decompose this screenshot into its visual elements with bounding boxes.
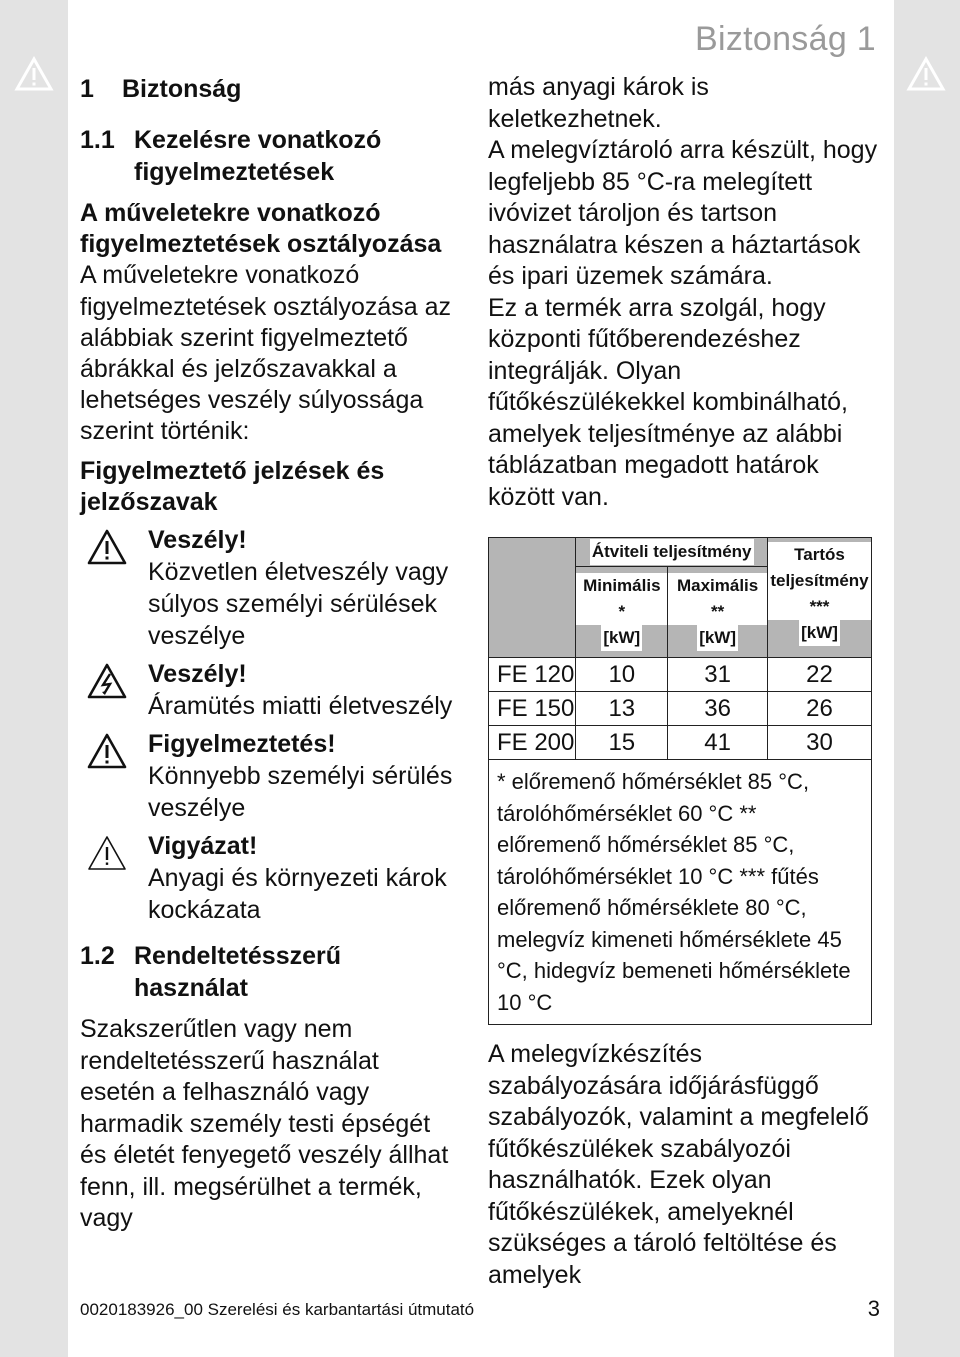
section-heading — [80, 72, 460, 106]
page-footer — [80, 1296, 880, 1321]
table-header-min: Minimális * [kW] — [576, 567, 668, 658]
usage-text: Szakszerűtlen vagy nem rendeltetésszerű használat esetén a felhasználó vagy harmadik személy testi épségét és életét fenyegető veszély állhat fenn, ill. megsérülhet a termék, vagy — [80, 1015, 449, 1233]
warning-title: Veszély! — [148, 526, 247, 555]
table-header-max: Maximális ** [kW] — [668, 567, 768, 658]
left-margin-band — [0, 0, 68, 1357]
page-number: 3 — [867, 1296, 880, 1321]
subsection-number: 1.1 — [80, 126, 115, 154]
paragraph: A melegvízkészítés szabályozására időjárásfüggő szabályozók, valamint a megfelelő fűtőkészülékek szabályozói használhatók. Ezek olyan fűtőkészülékek, amelyeknél szükséges a tároló feltöltése és amelyek — [488, 1040, 869, 1289]
table-group-header: Átviteli teljesítmény — [576, 538, 768, 567]
paragraph: más anyagi károk is keletkezhetnek. — [488, 73, 709, 133]
right-margin-band — [894, 0, 960, 1357]
warning-text: Áramütés miatti életveszély — [148, 692, 453, 721]
subsection-title: Rendeltetésszerű használat — [134, 942, 342, 1003]
caution-triangle-icon — [86, 834, 128, 872]
document-reference: 0020183926_00 Szerelési és karbantartási útmutató — [80, 1300, 475, 1319]
classification-text: A műveletekre vonatkozó figyelmeztetések osztályozása az alábbiak szerint figyelmeztető ábrákkal és jelzőszavakkal a lehetséges veszély súlyossága szerint történik: — [80, 261, 452, 446]
warning-notice — [80, 830, 460, 926]
warning-text: Anyagi és környezeti károk kockázata — [148, 864, 447, 925]
warning-caution — [80, 728, 460, 824]
table-row: FE 200 15 41 30 — [489, 726, 872, 760]
subsection-heading-1 — [80, 124, 460, 188]
paragraph: Ez a termék arra szolgál, hogy központi fűtőberendezéshez integrálják. Olyan fűtőkészülékekkel kombinálható, amelyek teljesítménye az alábbi táblázatban megadott határok között van. — [488, 293, 848, 511]
subsection-heading-2 — [80, 940, 460, 1004]
table-footnote: * előremenő hőmérséklet 85 °C, tárolóhőmérséklet 60 °C ** előremenő hőmérséklet 85 °C, tárolóhőmérséklet 10 °C *** fűtés előremenő hőmérséklete 80 °C, melegvíz kimeneti hőmérséklete 45 °C, hidegvíz bemeneti hőmérséklete 10 °C — [489, 760, 872, 1025]
warning-text: Könnyebb személyi sérülés veszélye — [148, 762, 453, 823]
warning-danger — [80, 524, 460, 652]
warning-triangle-icon — [86, 528, 128, 566]
warning-electric — [80, 658, 460, 722]
table-row: FE 120 10 31 22 — [489, 658, 872, 692]
classification-heading: A műveletekre vonatkozó figyelmeztetések osztályozása — [80, 199, 442, 259]
warning-triangle-icon — [906, 56, 946, 92]
left-column — [80, 72, 460, 1235]
table-row: FE 150 13 36 26 — [489, 692, 872, 726]
warning-text: Közvetlen életveszély vagy súlyos személyi sérülések veszélye — [148, 558, 449, 651]
subsection-number: 1.2 — [80, 942, 115, 971]
paragraph: A melegvíztároló arra készült, hogy legfeljebb 85 °C-ra melegített ivóvizet tároljon és tartson használatra készen a háztartások és ipari üzemek számára. — [488, 136, 878, 290]
unit-label: [kW] — [799, 620, 840, 646]
subsection-title: Kezelésre vonatkozó figyelmeztetések — [134, 126, 382, 186]
warning-triangle-icon — [14, 56, 54, 92]
table-corner-cell — [489, 538, 576, 658]
section-number: 1 — [80, 75, 94, 103]
signals-heading: Figyelmeztető jelzések és jelzőszavak — [80, 456, 385, 516]
running-head: Biztonság 1 — [695, 20, 876, 58]
right-column — [488, 72, 878, 1291]
warning-title: Veszély! — [148, 660, 247, 689]
electric-shock-icon — [86, 662, 128, 700]
section-title: Biztonság — [122, 75, 242, 103]
warning-title: Vigyázat! — [148, 832, 258, 861]
warning-triangle-icon — [86, 732, 128, 770]
unit-label: [kW] — [697, 625, 738, 651]
warning-title: Figyelmeztetés! — [148, 730, 336, 759]
table-header-continuous: Tartós teljesítmény *** [kW] — [768, 538, 872, 658]
performance-table — [488, 537, 872, 1025]
unit-label: [kW] — [601, 625, 642, 651]
